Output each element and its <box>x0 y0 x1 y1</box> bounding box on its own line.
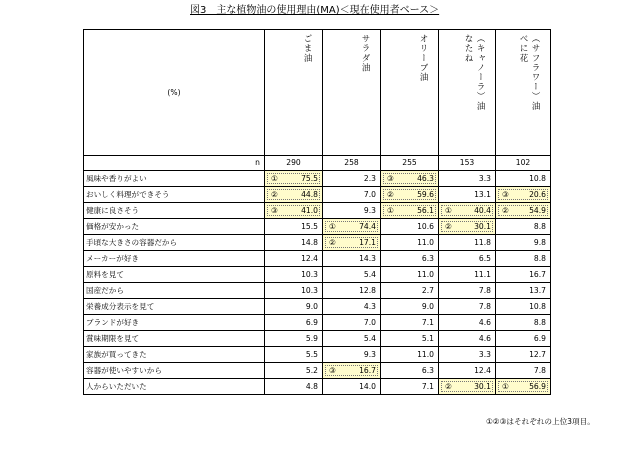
column-header <box>439 30 496 156</box>
table-cell <box>381 363 439 379</box>
table-cell <box>323 363 381 379</box>
row-label: 賞味期限を見て <box>84 331 265 347</box>
cell-value: 16.7 <box>529 270 546 279</box>
cell-value: 5.4 <box>363 270 376 279</box>
table-cell <box>265 235 323 251</box>
table-row <box>84 299 551 315</box>
cell-value: 7.1 <box>421 318 434 327</box>
table-cell <box>439 347 496 363</box>
rank-mark: ① <box>502 382 509 391</box>
rank-mark: ② <box>445 222 452 231</box>
cell-value: 16.7 <box>359 366 376 375</box>
table-cell <box>439 187 496 203</box>
cell-value: 12.8 <box>359 286 376 295</box>
table-cell <box>265 315 323 331</box>
table-row <box>84 251 551 267</box>
table-cell <box>381 219 439 235</box>
table-cell <box>496 315 551 331</box>
sample-size-value: 258 <box>323 156 381 171</box>
cell-value: 6.9 <box>533 334 546 343</box>
cell-value: 11.8 <box>474 238 491 247</box>
table-cell <box>439 379 496 395</box>
table-row <box>84 203 551 219</box>
cell-value: 54.9 <box>529 206 546 215</box>
cell-value: 9.3 <box>363 206 376 215</box>
table-row <box>84 187 551 203</box>
cell-value: 7.8 <box>533 366 546 375</box>
cell-value: 59.6 <box>417 190 434 199</box>
rank-mark: ② <box>445 382 452 391</box>
cell-value: 4.6 <box>478 318 491 327</box>
cell-value: 6.3 <box>421 254 434 263</box>
cell-value: 6.5 <box>478 254 491 263</box>
row-label: おいしく料理ができそう <box>84 187 265 203</box>
column-header <box>496 30 551 156</box>
cell-value: 11.0 <box>417 350 434 359</box>
table-cell <box>323 251 381 267</box>
table-cell <box>323 299 381 315</box>
cell-value: 56.9 <box>529 382 546 391</box>
cell-value: 14.8 <box>301 238 318 247</box>
table-cell <box>265 283 323 299</box>
table-cell <box>496 299 551 315</box>
cell-value: 4.3 <box>363 302 376 311</box>
table-cell <box>265 203 323 219</box>
column-header-text: ごま油 <box>302 34 312 63</box>
row-label: メーカーが好き <box>84 251 265 267</box>
table-cell <box>265 187 323 203</box>
table-row <box>84 315 551 331</box>
column-header-text: オリーブ油 <box>418 34 428 82</box>
cell-value: 12.4 <box>474 366 491 375</box>
table-cell <box>323 235 381 251</box>
table-cell <box>265 251 323 267</box>
rank-mark: ① <box>445 206 452 215</box>
column-header-text: （サフラワー）油 <box>530 34 540 111</box>
table-cell <box>496 171 551 187</box>
sample-size-row <box>84 156 551 171</box>
table-cell <box>265 219 323 235</box>
table-cell <box>439 283 496 299</box>
rank-mark: ② <box>271 190 278 199</box>
column-header <box>323 30 381 156</box>
cell-value: 41.0 <box>301 206 318 215</box>
rank-mark: ② <box>387 190 394 199</box>
cell-value: 8.8 <box>533 222 546 231</box>
table-cell <box>439 219 496 235</box>
cell-value: 13.1 <box>474 190 491 199</box>
row-label: 健康に良さそう <box>84 203 265 219</box>
table-cell <box>496 219 551 235</box>
table-cell <box>496 251 551 267</box>
row-label: 容器が使いやすいから <box>84 363 265 379</box>
table-cell <box>439 171 496 187</box>
rank-mark: ③ <box>329 366 336 375</box>
row-label: 価格が安かった <box>84 219 265 235</box>
table-cell <box>381 315 439 331</box>
table-cell <box>323 283 381 299</box>
table-cell <box>323 331 381 347</box>
cell-value: 7.0 <box>363 190 376 199</box>
table-cell <box>439 363 496 379</box>
cell-value: 10.3 <box>301 286 318 295</box>
cell-value: 5.1 <box>421 334 434 343</box>
table-cell <box>265 363 323 379</box>
table-row <box>84 331 551 347</box>
unit-label: (%) <box>84 30 265 156</box>
table-cell <box>323 379 381 395</box>
cell-value: 12.7 <box>529 350 546 359</box>
table-cell <box>323 203 381 219</box>
cell-value: 12.4 <box>301 254 318 263</box>
table-row <box>84 379 551 395</box>
table-row <box>84 171 551 187</box>
cell-value: 7.8 <box>478 286 491 295</box>
table-cell <box>439 315 496 331</box>
table-cell <box>381 299 439 315</box>
cell-value: 11.0 <box>417 270 434 279</box>
rank-mark: ① <box>271 174 278 183</box>
table-cell <box>265 379 323 395</box>
cell-value: 9.3 <box>363 350 376 359</box>
table-cell <box>323 219 381 235</box>
row-label: 原料を見て <box>84 267 265 283</box>
table-row <box>84 363 551 379</box>
table-row <box>84 283 551 299</box>
cell-value: 8.8 <box>533 254 546 263</box>
cell-value: 14.0 <box>359 382 376 391</box>
cell-value: 11.1 <box>474 270 491 279</box>
cell-value: 3.3 <box>478 174 491 183</box>
row-label: 風味や香りがよい <box>84 171 265 187</box>
table-cell <box>496 187 551 203</box>
cell-value: 7.0 <box>363 318 376 327</box>
table-cell <box>265 267 323 283</box>
table-row <box>84 219 551 235</box>
cell-value: 40.4 <box>474 206 491 215</box>
table-cell <box>381 331 439 347</box>
cell-value: 5.2 <box>305 366 318 375</box>
cell-value: 10.8 <box>529 302 546 311</box>
table-row <box>84 267 551 283</box>
sample-size-label: n <box>84 156 265 171</box>
cell-value: 10.8 <box>529 174 546 183</box>
row-label: 国産だから <box>84 283 265 299</box>
table-cell <box>381 203 439 219</box>
rank-mark: ② <box>502 206 509 215</box>
table-cell <box>496 203 551 219</box>
table-cell <box>439 299 496 315</box>
cell-value: 6.3 <box>421 366 434 375</box>
cell-value: 75.5 <box>301 174 318 183</box>
table-cell <box>381 235 439 251</box>
column-header-text: なたね <box>463 34 473 63</box>
row-label: 家族が買ってきた <box>84 347 265 363</box>
cell-value: 74.4 <box>359 222 376 231</box>
rank-mark: ③ <box>387 174 394 183</box>
cell-value: 15.5 <box>301 222 318 231</box>
cell-value: 5.9 <box>305 334 318 343</box>
title-text: 図3 主な植物油の使用理由(MA)＜現在使用者ベース＞ <box>190 5 440 16</box>
table-cell <box>439 251 496 267</box>
table-cell <box>265 347 323 363</box>
rank-mark: ③ <box>502 190 509 199</box>
column-header-text: サラダ油 <box>360 34 370 73</box>
table-row <box>84 347 551 363</box>
table-cell <box>439 203 496 219</box>
table-cell <box>496 235 551 251</box>
table-cell <box>496 347 551 363</box>
cell-value: 17.1 <box>359 238 376 247</box>
table-cell <box>496 283 551 299</box>
cell-value: 4.6 <box>478 334 491 343</box>
table-cell <box>323 267 381 283</box>
cell-value: 20.6 <box>529 190 546 199</box>
table-cell <box>265 331 323 347</box>
table-cell <box>323 347 381 363</box>
cell-value: 2.7 <box>421 286 434 295</box>
rank-mark: ③ <box>271 206 278 215</box>
cell-value: 6.9 <box>305 318 318 327</box>
row-label: 人からいただいた <box>84 379 265 395</box>
sample-size-value: 153 <box>439 156 496 171</box>
cell-value: 9.0 <box>421 302 434 311</box>
table-cell <box>496 379 551 395</box>
sample-size-value: 102 <box>496 156 551 171</box>
table-cell <box>323 315 381 331</box>
cell-value: 11.0 <box>417 238 434 247</box>
cell-value: 56.1 <box>417 206 434 215</box>
cell-value: 4.8 <box>305 382 318 391</box>
row-label: 栄養成分表示を見て <box>84 299 265 315</box>
sample-size-value: 290 <box>265 156 323 171</box>
table-cell <box>381 251 439 267</box>
column-header <box>265 30 323 156</box>
sample-size-value: 255 <box>381 156 439 171</box>
cell-value: 14.3 <box>359 254 376 263</box>
table-cell <box>439 267 496 283</box>
column-header <box>381 30 439 156</box>
table-cell <box>323 187 381 203</box>
table-cell <box>439 331 496 347</box>
table-cell <box>323 171 381 187</box>
table-cell <box>381 379 439 395</box>
cell-value: 30.1 <box>474 222 491 231</box>
cell-value: 30.1 <box>474 382 491 391</box>
cell-value: 10.3 <box>301 270 318 279</box>
page-title <box>190 4 480 18</box>
table-cell <box>265 299 323 315</box>
table-cell <box>381 283 439 299</box>
cell-value: 10.6 <box>417 222 434 231</box>
cell-value: 5.5 <box>305 350 318 359</box>
table-cell <box>496 363 551 379</box>
cell-value: 13.7 <box>529 286 546 295</box>
header-row <box>84 30 551 156</box>
rank-mark: ① <box>329 222 336 231</box>
row-label: ブランドが好き <box>84 315 265 331</box>
rank-mark: ② <box>329 238 336 247</box>
cell-value: 5.4 <box>363 334 376 343</box>
cell-value: 2.3 <box>363 174 376 183</box>
cell-value: 9.8 <box>533 238 546 247</box>
cell-value: 44.8 <box>301 190 318 199</box>
table-cell <box>439 235 496 251</box>
cell-value: 9.0 <box>305 302 318 311</box>
table-row <box>84 235 551 251</box>
table-cell <box>381 347 439 363</box>
usage-reasons-table <box>83 29 551 395</box>
cell-value: 7.1 <box>421 382 434 391</box>
footnote: ①②③はそれぞれの上位3項目。 <box>486 417 595 426</box>
table-cell <box>381 267 439 283</box>
cell-value: 8.8 <box>533 318 546 327</box>
column-header-text: べに花 <box>518 34 528 63</box>
cell-value: 3.3 <box>478 350 491 359</box>
column-header-text: （キャノーラ）油 <box>475 34 485 111</box>
cell-value: 7.8 <box>478 302 491 311</box>
table-cell <box>265 171 323 187</box>
cell-value: 46.3 <box>417 174 434 183</box>
table-cell <box>381 187 439 203</box>
table-cell <box>381 171 439 187</box>
row-label: 手頃な大きさの容器だから <box>84 235 265 251</box>
table-cell <box>496 267 551 283</box>
table-cell <box>496 331 551 347</box>
rank-mark: ① <box>387 206 394 215</box>
